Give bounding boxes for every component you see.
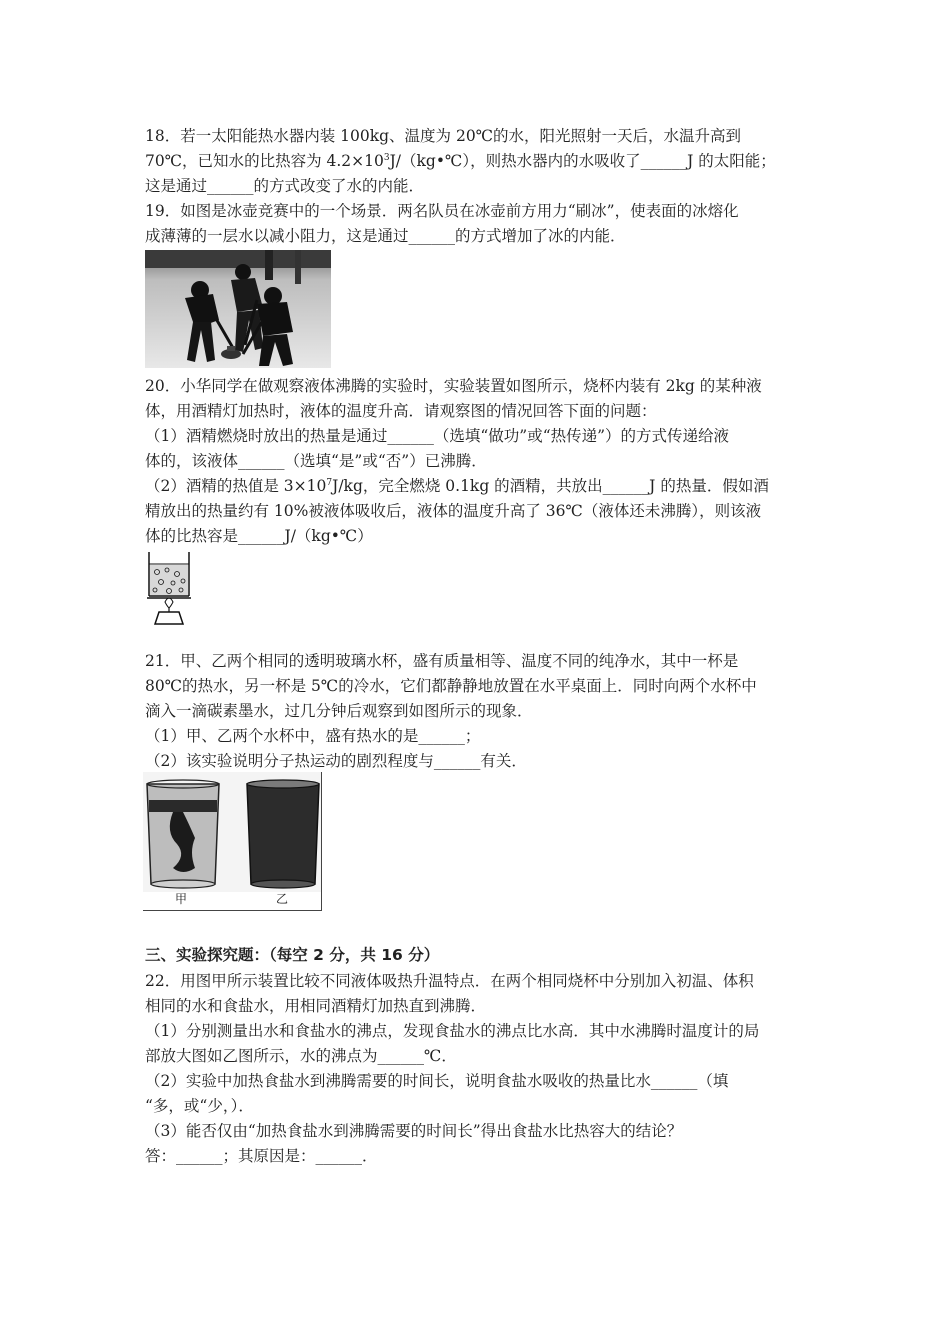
q20-exponent: 7 [326, 478, 333, 488]
section-3-heading: 三、实验探究题：（每空 2 分，共 16 分） [145, 946, 440, 964]
q20-line-7: 体的比热容是______J/（kg•℃） [145, 527, 373, 545]
q18-line-2 [145, 151, 776, 171]
q19-line-1: 19．如图是冰壶竞赛中的一个场景．两名队员在冰壶前方用力“刷冰”，使表面的冰熔化 [145, 202, 739, 220]
boiling-beaker-diagram [145, 550, 193, 628]
curling-photo [145, 250, 331, 368]
q21-line-2: 80℃的热水，另一杯是 5℃的冷水，它们都静静地放置在水平桌面上．同时向两个水杯中 [145, 677, 757, 695]
q20-line-5-b: J/kg，完全燃烧 0.1kg 的酒精，共放出______J 的热量．假如酒 [332, 477, 769, 495]
q21-line-3: 滴入一滴碳素墨水，过几分钟后观察到如图所示的现象． [145, 702, 533, 720]
q20-line-3: （1）酒精燃烧时放出的热量是通过______（选填“做功”或“热传递”）的方式传递给液 [145, 427, 730, 445]
ink-cups-photo [143, 772, 322, 911]
q20-line-2: 体，用酒精灯加热时，液体的温度升高．请观察图的情况回答下面的问题： [145, 402, 657, 420]
q22-line-6: “多，或“少，）． [145, 1097, 254, 1115]
q22-line-1: 22．用图甲所示装置比较不同液体吸热升温特点．在两个相同烧杯中分别加入初温、体积 [145, 972, 754, 990]
q18-line-3: 这是通过______的方式改变了水的内能． [145, 177, 425, 195]
q19-line-2: 成薄薄的一层水以减小阻力，这是通过______的方式增加了冰的内能． [145, 227, 626, 245]
q22-line-8: 答：______；其原因是：______． [145, 1147, 378, 1165]
cup-label-jia: 甲 [175, 892, 188, 906]
q21-line-1: 21．甲、乙两个相同的透明玻璃水杯，盛有质量相等、温度不同的纯净水，其中一杯是 [145, 652, 739, 670]
q22-line-2: 相同的水和食盐水，用相同酒精灯加热直到沸腾． [145, 997, 487, 1015]
q22-line-7: （3）能否仅由“加热食盐水到沸腾需要的时间长”得出食盐水比热容大的结论？ [145, 1122, 683, 1140]
q22-line-5: （2）实验中加热食盐水到沸腾需要的时间长，说明食盐水吸收的热量比水______（填 [145, 1072, 729, 1090]
q22-line-3: （1）分别测量出水和食盐水的沸点，发现食盐水的沸点比水高．其中水沸腾时温度计的局 [145, 1022, 760, 1040]
q18-line-1: 18．若一太阳能热水器内装 100kg、温度为 20℃的水，阳光照射一天后，水温升高到 [145, 127, 742, 145]
q21-line-5: （2）该实验说明分子热运动的剧烈程度与______有关． [145, 752, 527, 770]
q20-line-4: 体的，该液体______（选填“是”或“否”）已沸腾． [145, 452, 487, 470]
q20-line-5-a: （2）酒精的热值是 3×10 [145, 477, 327, 495]
q18-line-2-a: 70℃，已知水的比热容为 4.2×10 [145, 152, 384, 170]
q22-line-4: 部放大图如乙图所示，水的沸点为______℃． [145, 1047, 457, 1065]
q20-line-1: 20．小华同学在做观察液体沸腾的实验时，实验装置如图所示，烧杯内装有 2kg 的某种液 [145, 377, 762, 395]
q20-line-5 [145, 476, 769, 496]
q18-line-2-b: J/（kg•℃），则热水器内的水吸收了______J 的太阳能； [389, 152, 776, 170]
q20-line-6: 精放出的热量约有 10%被液体吸收后，液体的温度升高了 36℃（液体还未沸腾），则该液 [145, 502, 762, 520]
q18-exponent: 3 [383, 153, 390, 163]
cup-label-yi: 乙 [276, 892, 289, 906]
q21-line-4: （1）甲、乙两个水杯中，盛有热水的是______； [145, 727, 481, 745]
ink-cups-drawing [143, 772, 321, 892]
